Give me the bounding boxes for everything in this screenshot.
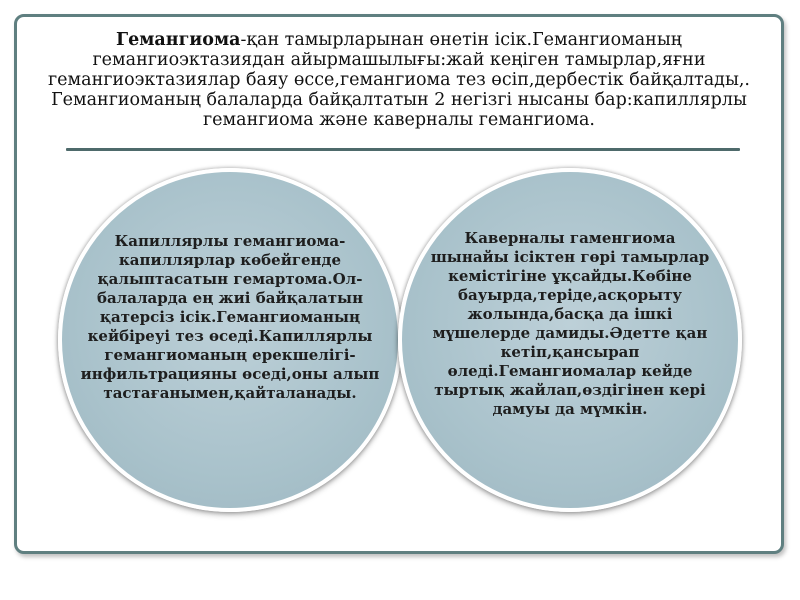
capillary-hemangioma-text <box>62 232 398 403</box>
cavernous-line: дамуы да мүмкін. <box>492 400 648 418</box>
capillary-line: капиллярлар көбейгенде <box>118 251 342 269</box>
intro-paragraph <box>16 30 782 130</box>
cavernous-line: мүшелерде дамиды.Әдетте қан <box>432 324 708 342</box>
intro-line-2: гемангиоэктазиядан айырмашылығы:жай кеңіген тамырлар,яғни <box>92 50 706 70</box>
cavernous-line: шынайы ісіктен гөрі тамырлар <box>430 248 710 266</box>
intro-line-1-rest: -қан тамырларынан өнетін ісік.Гемангиоманың <box>240 30 682 50</box>
capillary-line: Капиллярлы гемангиома- <box>114 232 346 250</box>
capillary-line: кейбіреуі тез өседі.Капиллярлы <box>87 327 373 345</box>
cavernous-hemangioma-text <box>402 229 738 419</box>
capillary-line: инфильтрацияны өседі,оны алып <box>80 365 380 383</box>
cavernous-line: жолында,басқа да ішкі <box>467 305 673 323</box>
intro-line-3: гемангиоэктазиялар баяу өссе,гемангиома тез өсіп,дербестік байқалтады,. <box>48 70 750 90</box>
divider-line <box>66 148 740 151</box>
intro-line-5: гемангиома және каверналы гемангиома. <box>203 110 595 130</box>
cavernous-line: өледі.Гемангиомалар кейде <box>447 362 693 380</box>
cavernous-line: тыртық жайлап,өздігінен кері <box>434 381 706 399</box>
capillary-line: гемангиоманың ерекшелігі- <box>104 346 356 364</box>
capillary-line: қатерсіз ісік.Гемангиоманың <box>99 308 361 326</box>
cavernous-line: Каверналы гаменгиома <box>464 229 676 247</box>
cavernous-line: кетіп,қансырап <box>500 343 640 361</box>
capillary-line: балаларда ең жиі байқалатын <box>96 289 364 307</box>
capillary-line: қалыптасатын гемартома.Ол- <box>97 270 363 288</box>
intro-line-1 <box>16 30 782 50</box>
intro-term: Гемангиома <box>116 30 241 50</box>
capillary-hemangioma-circle <box>58 168 402 512</box>
intro-line-4: Гемангиоманың балаларда байқалтатын 2 негізгі нысаны бар:капиллярлы <box>51 90 747 110</box>
cavernous-hemangioma-circle <box>398 168 742 512</box>
cavernous-line: кемістігіне ұқсайды.Көбіне <box>448 267 692 285</box>
cavernous-line: бауырда,теріде,асқорыту <box>457 286 683 304</box>
capillary-line: тастағанымен,қайталанады. <box>103 384 357 402</box>
